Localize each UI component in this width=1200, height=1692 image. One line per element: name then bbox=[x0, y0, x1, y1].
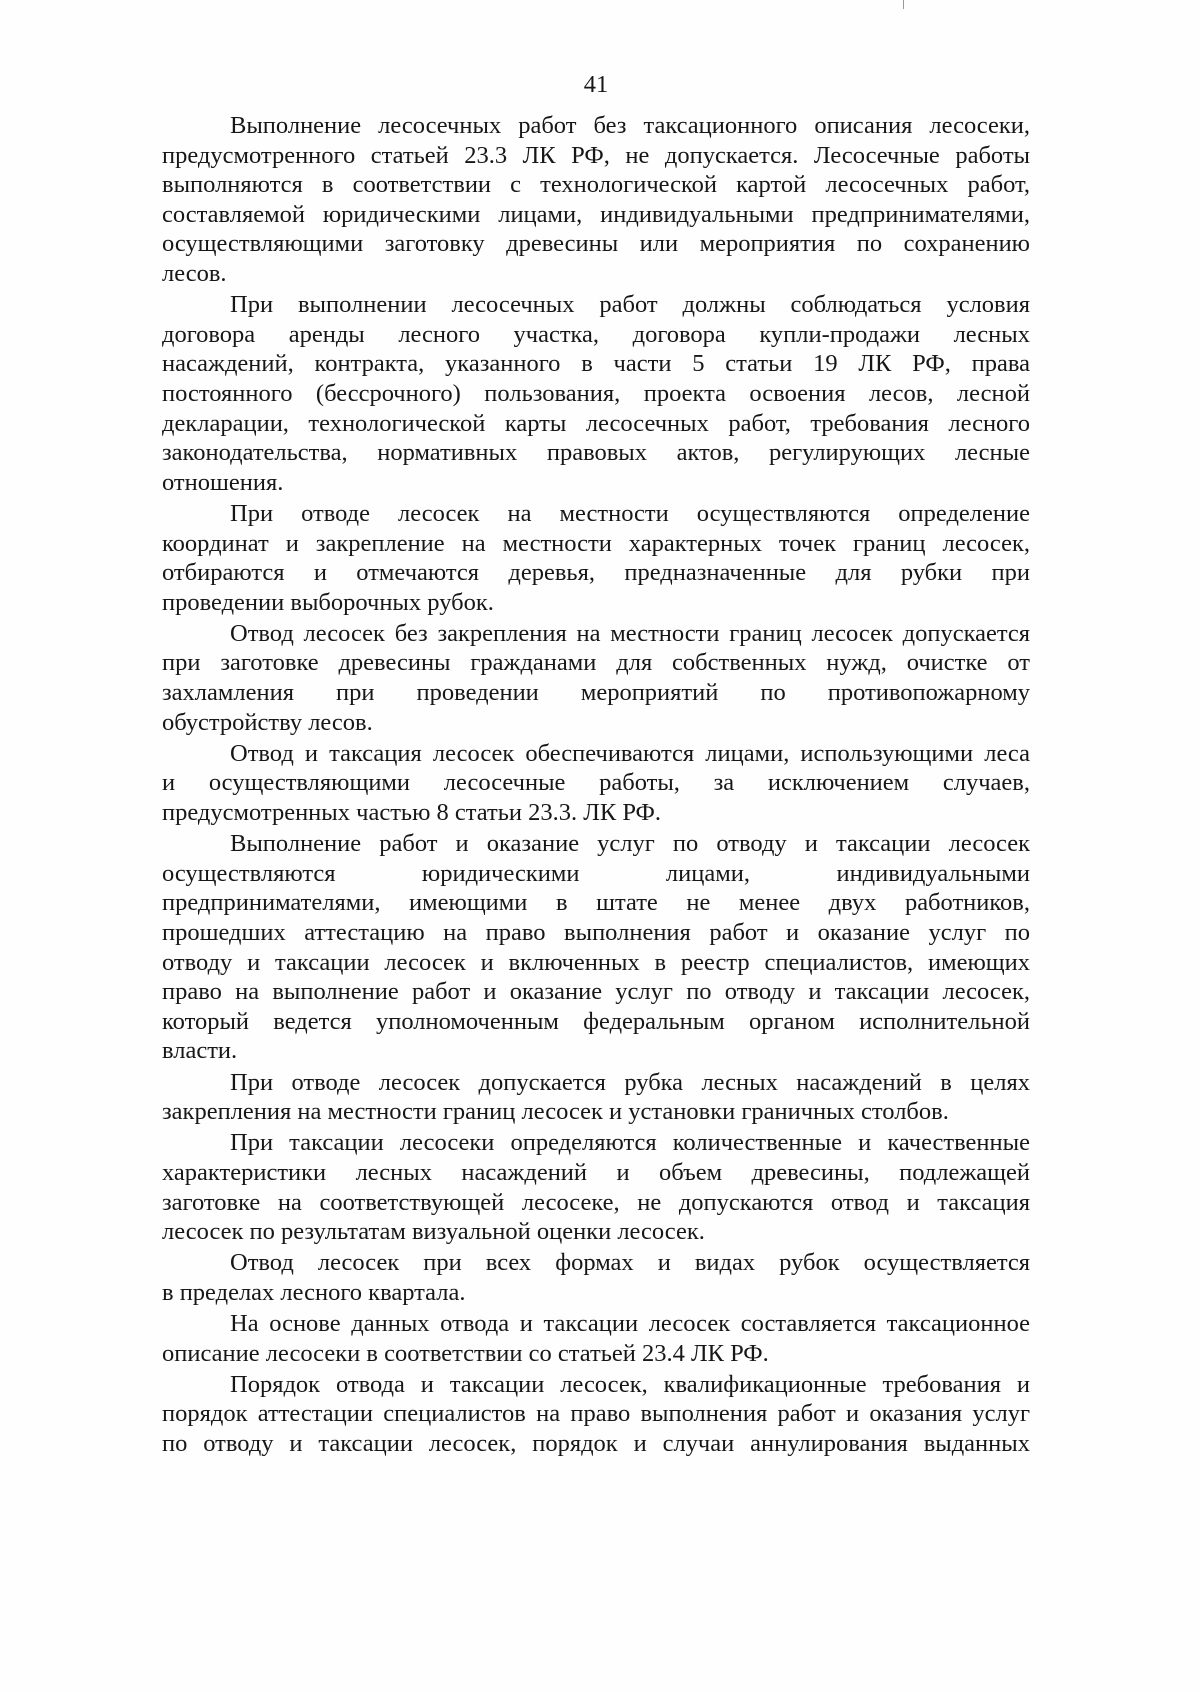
text-line: составляемой юридическими лицами, индивидуальными предпринимателями, bbox=[162, 200, 1030, 228]
text-line: Отвод лесосек при всех формах и видах рубок осуществляется bbox=[230, 1249, 1030, 1277]
text-line: договора аренды лесного участка, договора купли-продажи лесных bbox=[162, 320, 1030, 348]
paragraph bbox=[162, 1128, 1030, 1246]
text-line: осуществляющими заготовку древесины или мероприятия по сохранению bbox=[162, 230, 1030, 258]
text-line: лесов. bbox=[162, 259, 227, 287]
paragraph bbox=[162, 1309, 1030, 1368]
text-line: Отвод лесосек без закрепления на местности границ лесосек допускается bbox=[230, 619, 1030, 647]
text-line: координат и закрепление на местности характерных точек границ лесосек, bbox=[162, 529, 1030, 557]
text-line: при заготовке древесины гражданами для собственных нужд, очистке от bbox=[162, 649, 1030, 677]
text-line: проведении выборочных рубок. bbox=[162, 588, 494, 616]
text-line: характеристики лесных насаждений и объем древесины, подлежащей bbox=[162, 1158, 1030, 1186]
text-line: Порядок отвода и таксации лесосек, квалификационные требования и bbox=[230, 1370, 1030, 1398]
text-line: описание лесосеки в соответствии со статьей 23.4 ЛК РФ. bbox=[162, 1339, 769, 1367]
text-line: При отводе лесосек допускается рубка лесных насаждений в целях bbox=[230, 1068, 1030, 1096]
paragraph bbox=[162, 290, 1030, 497]
paragraph bbox=[162, 111, 1030, 289]
text-line: При отводе лесосек на местности осуществляются определение bbox=[230, 499, 1030, 527]
text-line: предпринимателями, имеющими в штате не менее двух работников, bbox=[162, 889, 1030, 917]
text-line: предусмотренных частью 8 статьи 23.3. ЛК РФ. bbox=[162, 799, 662, 827]
text-line: Отвод и таксация лесосек обеспечиваются лицами, использующими леса bbox=[230, 739, 1030, 767]
text-line: закрепления на местности границ лесосек и установки граничных столбов. bbox=[162, 1098, 949, 1126]
text-line: осуществляются юридическими лицами, индивидуальными bbox=[162, 859, 1030, 887]
text-line: предусмотренного статьей 23.3 ЛК РФ, не допускается. Лесосечные работы bbox=[162, 141, 1030, 169]
text-line: прошедших аттестацию на право выполнения работ и оказание услуг по bbox=[162, 919, 1030, 946]
text-line: постоянного (бессрочного) пользования, проекта освоения лесов, лесной bbox=[162, 379, 1030, 407]
paragraph bbox=[162, 619, 1030, 737]
text-line: право на выполнение работ и оказание услуг по отводу и таксации лесосек, bbox=[162, 978, 1030, 1006]
text-line: выполняются в соответствии с технологической картой лесосечных работ, bbox=[162, 171, 1030, 199]
text-line: и осуществляющими лесосечные работы, за исключением случаев, bbox=[162, 769, 1030, 797]
text-line: отводу и таксации лесосек и включенных в реестр специалистов, имеющих bbox=[162, 948, 1030, 976]
text-line: насаждений, контракта, указанного в части 5 статьи 19 ЛК РФ, права bbox=[162, 350, 1030, 378]
text-line: законодательства, нормативных правовых актов, регулирующих лесные bbox=[162, 439, 1030, 467]
text-line: захламления при проведении мероприятий по противопожарному bbox=[162, 679, 1030, 707]
text-line: заготовке на соответствующей лесосеке, не допускаются отвод и таксация bbox=[162, 1188, 1030, 1216]
text-line: порядок аттестации специалистов на право выполнения работ и оказания услуг bbox=[162, 1400, 1030, 1428]
paragraph bbox=[162, 1370, 1030, 1459]
page-number: 41 bbox=[583, 71, 609, 98]
paragraph bbox=[162, 829, 1030, 1066]
text-line: отношения. bbox=[162, 468, 284, 496]
text-line: обустройству лесов. bbox=[162, 708, 373, 736]
paragraph bbox=[162, 1248, 1030, 1307]
body-text bbox=[162, 111, 1030, 1459]
text-line: отбираются и отмечаются деревья, предназначенные для рубки при bbox=[162, 559, 1030, 587]
text-line: Выполнение лесосечных работ без таксационного описания лесосеки, bbox=[230, 112, 1030, 139]
text-line: власти. bbox=[162, 1037, 238, 1065]
text-line: декларации, технологической карты лесосечных работ, требования лесного bbox=[162, 409, 1030, 437]
text-line: Выполнение работ и оказание услуг по отводу и таксации лесосек bbox=[230, 830, 1030, 858]
paragraph bbox=[162, 499, 1030, 617]
paragraph bbox=[162, 739, 1030, 828]
text-line: На основе данных отвода и таксации лесосек составляется таксационное bbox=[230, 1310, 1030, 1338]
scan-artifact bbox=[903, 0, 904, 9]
text-line: в пределах лесного квартала. bbox=[162, 1278, 466, 1306]
text-line: лесосек по результатам визуальной оценки лесосек. bbox=[162, 1218, 705, 1246]
text-line: При выполнении лесосечных работ должны соблюдаться условия bbox=[230, 291, 1030, 319]
text-line: При таксации лесосеки определяются количественные и качественные bbox=[230, 1129, 1030, 1157]
paragraph bbox=[162, 1068, 1030, 1127]
text-line: по отводу и таксации лесосек, порядок и случаи аннулирования выданных bbox=[162, 1430, 1030, 1458]
text-line: который ведется уполномоченным федеральным органом исполнительной bbox=[162, 1007, 1030, 1035]
